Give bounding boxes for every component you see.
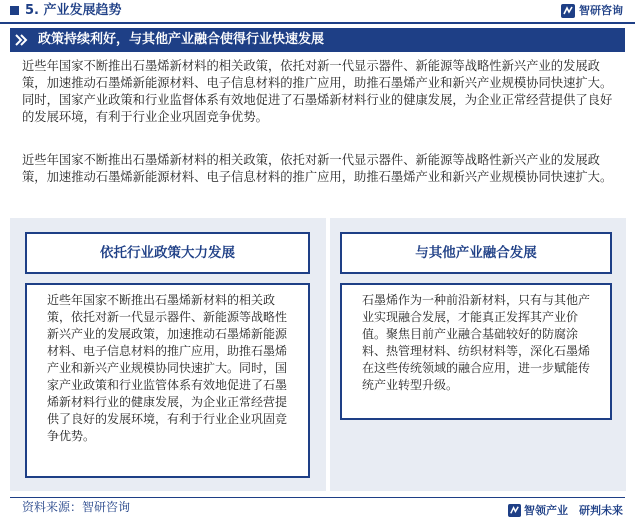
footer-slogan-right: 研判未来 [579,504,623,517]
logo-icon [561,4,575,18]
data-source: 资料来源：智研咨询 [22,500,131,514]
title-banner [10,28,625,52]
left-panel-title: 依托行业政策大力发展 [100,245,235,261]
brand-logo [561,4,623,18]
logo-icon [508,504,521,517]
footer-logo [508,502,623,518]
left-panel-header [25,232,310,274]
header-divider [0,22,635,24]
right-panel-header [340,232,612,274]
paragraph-2: 近些年国家不断推出石墨烯新材料的相关政策，依托对新一代显示器件、新能源等战略性新兴产业的发展政策，加速推动石墨烯新能源材料、电子信息材料的推广应用，助推石墨烯产业和新兴产业规模协同快速扩大。 [22,153,613,184]
paragraph-1: 近些年国家不断推出石墨烯新材料的相关政策，依托对新一代显示器件、新能源等战略性新兴产业的发展政策，加速推动石墨烯新能源材料、电子信息材料的推广应用，助推石墨烯产业和新兴产业规模协同快速扩大。同时，国家产业政策和行业监督体系有效地促进了石墨烯新材料行业的健康发展，为企业正常经营提供了良好的发展环境，有利于行业企业巩固竞争优势。 [22,59,613,124]
section-marker [10,6,19,15]
footer-slogan-left: 智领产业 [524,504,568,517]
footer-divider [10,497,625,498]
right-panel-title: 与其他产业融合发展 [415,245,537,261]
banner-title: 政策持续利好，与其他产业融合使得行业快速发展 [38,32,325,47]
section-title: 5. 产业发展趋势 [25,3,122,18]
chevron-right-icon [14,33,28,47]
logo-text: 智研咨询 [579,4,623,17]
right-panel-text: 石墨烯作为一种前沿新材料，只有与其他产业实现融合发展，才能真正发挥其产业价值。聚焦目前产业融合基础较好的防腐涂料、热管理材料、纺织材料等，深化石墨烯在这些传统领域的融合应用，进一步赋能传统产业转型升级。 [362,293,591,392]
left-panel-text: 近些年国家不断推出石墨烯新材料的相关政策，依托对新一代显示器件、新能源等战略性新兴产业的发展政策，加速推动石墨烯新能源材料、电子信息材料的推广应用，助推石墨烯产业和新兴产业规模协同快速扩大。同时，国家产业政策和行业监管体系有效地促进了石墨烯新材料行业的健康发展，为企业正常经营提供了良好的发展环境，有利于行业企业巩固竞争优势。 [47,293,288,443]
